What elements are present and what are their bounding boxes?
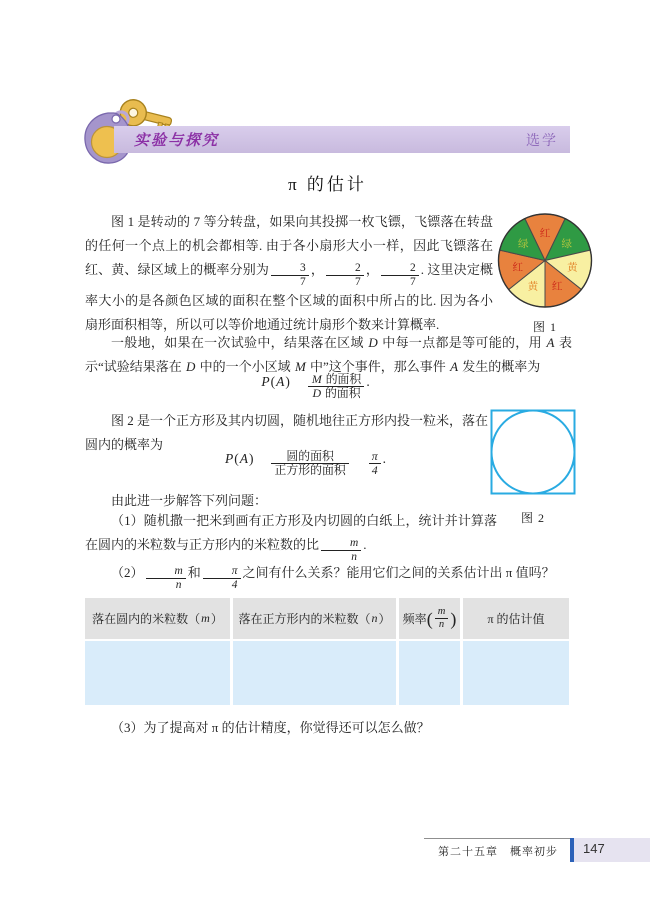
- section-banner: [114, 126, 570, 153]
- table-header-pi-estimate: π 的估计值: [463, 598, 569, 639]
- svg-text:绿: 绿: [561, 239, 573, 251]
- question-1: （1）随机撒一把米到画有正方形及内切圆的白纸上，统计并计算落在圆内的米粒数与正方形内的米粒数的比 $\frac{m}{n}$ .: [85, 513, 497, 563]
- page-footer: [0, 838, 650, 862]
- figure-1-caption: 图 1: [532, 320, 557, 334]
- svg-text:绿: 绿: [517, 239, 529, 251]
- table-row: [85, 641, 571, 705]
- banner-title: 实验与探究: [134, 133, 220, 149]
- page-title: π 的估计: [288, 175, 367, 194]
- rice-count-table: [85, 598, 571, 705]
- table-cell-pi-estimate[interactable]: [463, 641, 569, 705]
- table-cell-circle-count[interactable]: [85, 641, 230, 705]
- paragraph-square-circle: 图 2 是一个正方形及其内切圆，随机地往正方形内投一粒米，落在圆内的概率为: [85, 413, 489, 452]
- page-number: 147: [574, 838, 650, 862]
- banner-optional-tag: 选学: [526, 133, 558, 149]
- table-header-circle-count: 落在圆内的米粒数（ m ）: [85, 598, 230, 639]
- svg-text:红: 红: [551, 281, 563, 293]
- svg-text:红: 红: [539, 228, 551, 240]
- table-header-frequency: 频率 ( $\frac{m}{n}$ ): [399, 598, 460, 639]
- svg-text:黄: 黄: [566, 262, 578, 274]
- svg-text:黄: 黄: [527, 281, 539, 293]
- table-cell-square-count[interactable]: [233, 641, 396, 705]
- formula-area-probability: P(A) $\frac{\text{M 的面积}}{\text{D 的面积}}$ .: [261, 371, 370, 401]
- paragraph-lead-in: 由此进一步解答下列问题：: [111, 493, 268, 508]
- paragraph-general-rule: 一般地，如果在一次试验中，结果落在区域 D 中每一点都是等可能的，用 A 表示“试验结果落在 D 中的一个小区域 M 中”这个事件，那么事件 A 发生的概率为: [85, 335, 572, 374]
- table-header-square-count: 落在正方形内的米粒数（ n ）: [233, 598, 396, 639]
- svg-text:红: 红: [512, 262, 524, 274]
- formula-pi-quarter: P(A) $\frac{\text{圆的面积}}{\text{正方形的面积}}$ $\frac{\pi}{4}$ .: [224, 448, 387, 478]
- spinner-pie-chart: [495, 212, 595, 309]
- table-header-row: [85, 598, 571, 639]
- table-cell-frequency[interactable]: [399, 641, 460, 705]
- paragraph-spinner-intro: 图 1 是转动的 7 等分转盘，如果向其投掷一枚飞镖，飞镖落在转盘的任何一个点上的机会都相等. 由于各小扇形大小一样，因此飞镖落在红、黄、绿区域上的概率分别为 $\frac{3}{7}$ ， $\frac{2}{7}$ ， $\frac{2}{7}$ . 这里决定概率大小的是各颜色区域的面积在整个区域的面积中所占的比. 因为各小扇形面积相等，所以可以等价地通过统计扇形个数来计算概率.: [85, 214, 493, 332]
- footer-chapter-title: 第二十五章 概率初步: [424, 838, 570, 862]
- figure-2-caption: 图 2: [520, 511, 545, 525]
- question-3: （3）为了提高对 π 的估计精度，你觉得还可以怎么做？: [111, 720, 430, 735]
- figure-1-spinner: [494, 212, 596, 335]
- question-2: （2） $\frac{m}{n}$ 和 $\frac{\pi}{4}$ 之间有什么关系？能用它们之间的关系估计出 π 值吗？: [111, 564, 555, 591]
